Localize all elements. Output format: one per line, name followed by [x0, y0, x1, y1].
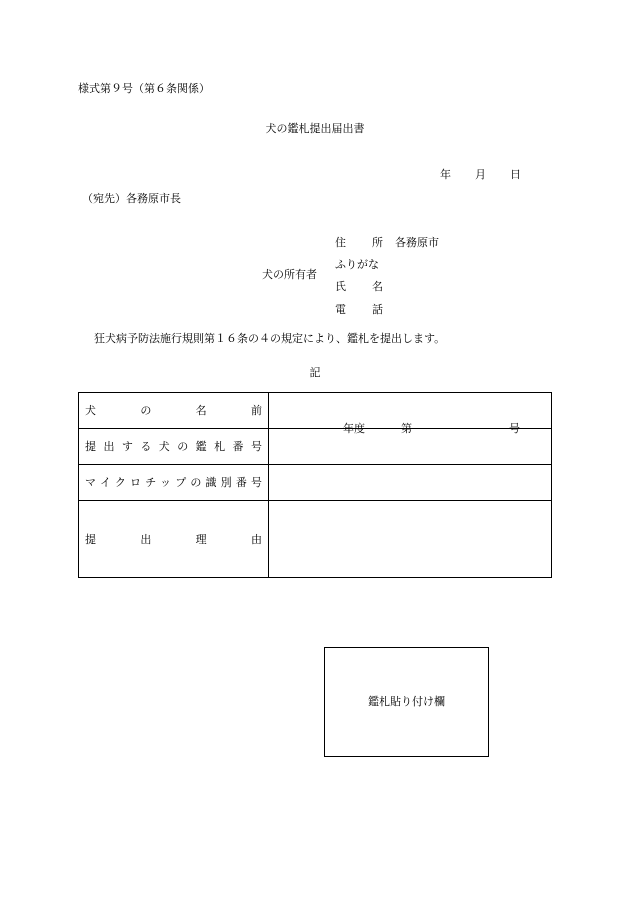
tag-number-field[interactable] — [269, 422, 552, 465]
ki-heading: 記 — [309, 366, 321, 379]
table-row — [79, 393, 552, 429]
owner-furigana-label: ふりがな — [335, 258, 379, 271]
owner-label: 犬の所有者 — [262, 268, 317, 281]
date-year-label: 年 — [440, 168, 451, 181]
owner-address-label: 住所 — [335, 236, 383, 249]
tag-number-label: 提出する犬の鑑札番号 — [79, 429, 269, 465]
form-number: 様式第９号（第６条関係） — [78, 82, 210, 95]
statement: 狂犬病予防法施行規則第１６条の４の規定により、鑑札を提出します。 — [94, 332, 446, 345]
table-row — [79, 501, 552, 578]
document-title: 犬の鑑札提出届出書 — [265, 122, 365, 135]
reason-label: 提出理由 — [79, 501, 269, 578]
dog-name-label: 犬の名前 — [79, 393, 269, 429]
table-row — [79, 465, 552, 501]
date-day-label: 日 — [510, 168, 521, 181]
owner-phone-label: 電話 — [335, 303, 383, 316]
tag-attachment-box — [324, 647, 489, 757]
addressee: （宛先）各務原市長 — [82, 192, 181, 205]
reason-field[interactable] — [269, 501, 552, 578]
table-row — [79, 429, 552, 465]
tag-number-template — [269, 422, 551, 464]
tag-attachment-label: 鑑札貼り付け欄 — [368, 695, 445, 709]
microchip-label: マイクロチップの識別番号 — [79, 465, 269, 501]
microchip-field[interactable] — [269, 465, 552, 501]
owner-name-label: 氏名 — [335, 280, 383, 293]
details-table — [78, 392, 552, 578]
tag-number-nendo: 年度 — [343, 422, 365, 435]
tag-number-go: 号 — [509, 422, 520, 435]
date-row — [440, 168, 521, 181]
tag-number-dai: 第 — [401, 422, 412, 435]
owner-address-value[interactable]: 各務原市 — [395, 236, 439, 249]
date-month-label: 月 — [475, 168, 486, 181]
